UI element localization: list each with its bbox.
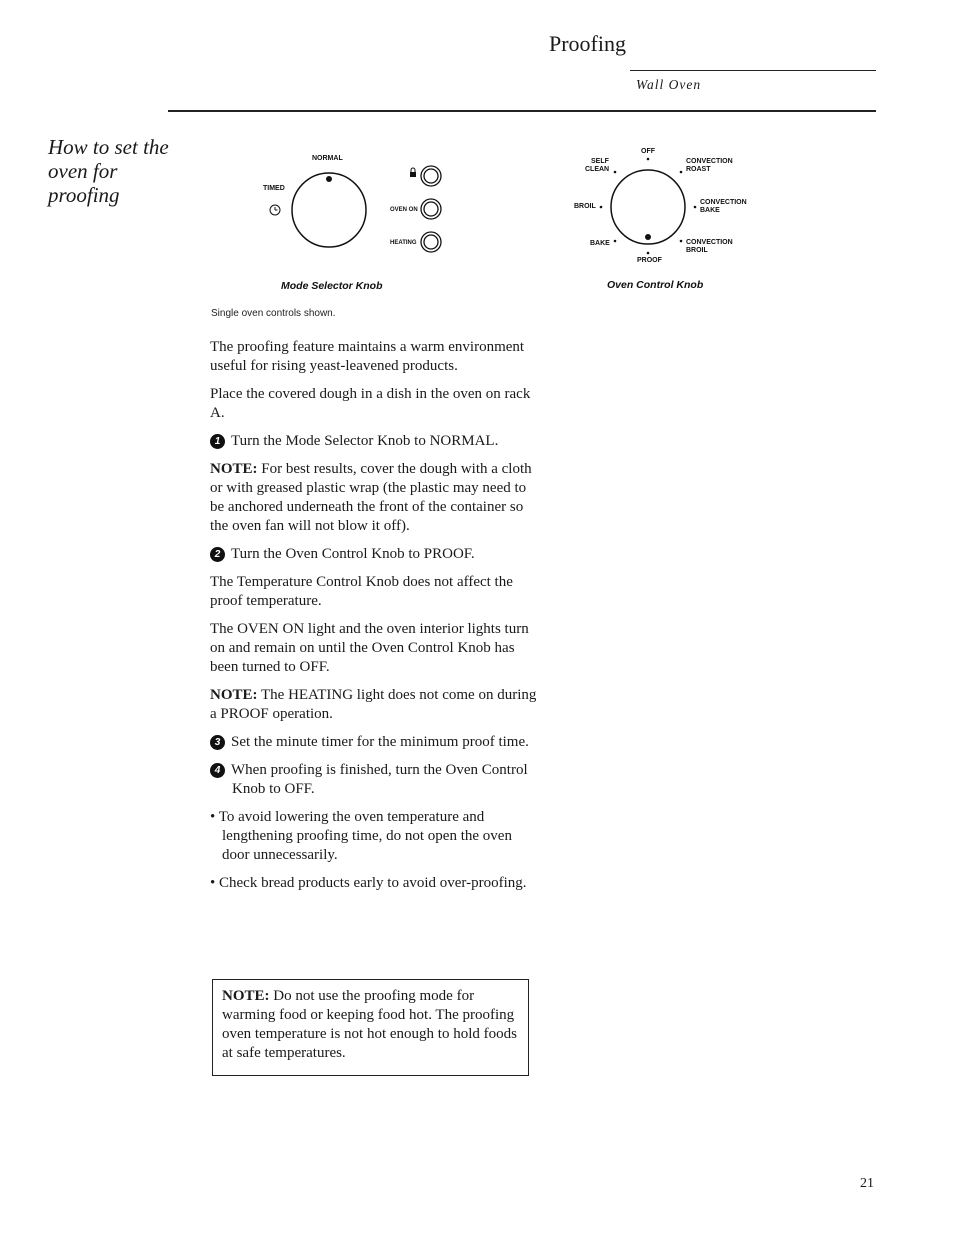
label-convection-bake-1: CONVECTION [700,199,747,206]
note-2 [210,686,540,724]
oven-control-caption: Oven Control Knob [607,279,704,291]
label-convection-broil-2: BROIL [686,247,708,254]
intro-paragraph: The proofing feature maintains a warm environment useful for rising yeast-leavened products. [210,339,525,374]
label-off: OFF [641,148,655,155]
note-box [212,979,529,1076]
step-1 [210,432,540,451]
mode-selector-caption: Mode Selector Knob [281,280,383,292]
note-2-text: The HEATING light does not come on during a PROOF operation. [210,687,537,722]
mode-selector-diagram [255,150,455,260]
label-convection-broil-1: CONVECTION [686,239,733,246]
label-timed: TIMED [263,185,285,192]
oven-control-diagram [570,145,760,270]
page-number: 21 [860,1176,874,1191]
mode-selector-knob [292,173,366,247]
label-self: SELF [591,158,609,165]
note-2-label: NOTE: [210,687,258,703]
step-number-3: 3 [210,735,225,750]
header-rule [630,70,876,71]
label-clean: CLEAN [585,166,610,173]
bullet-1: • To avoid lowering the oven temperature and lengthening proofing time, do not open the oven door unnecessarily. [210,809,512,863]
heating-light-indicator [421,232,441,252]
section-heading: How to set the oven for proofing [48,135,169,207]
step-4 [210,761,540,799]
light-paragraph: The OVEN ON light and the oven interior lights turn on and remain on until the Oven Control Knob has been turned to OFF. [210,621,529,675]
mode-selector-graphic [255,150,455,260]
label-convection-roast-2: ROAST [686,166,711,173]
step-1-text: Turn the Mode Selector Knob to NORMAL. [231,433,499,449]
label-oven-on: OVEN ON [390,207,418,213]
clock-icon [270,205,280,215]
lock-icon [410,168,416,177]
bullet-2-text: Check bread products early to avoid over-proofing. [219,875,527,891]
note-1-text: For best results, cover the dough with a cloth or with greased plastic wrap (the plastic may need to be anchored underneath the front of the container so the oven fan will not blow it off). [210,461,532,534]
label-heating: HEATING [390,240,417,246]
step-4-text: When proofing is finished, turn the Oven Control Knob to OFF. [231,762,528,797]
step-2 [210,545,540,564]
oven-on-light-indicator [421,199,441,219]
label-convection-bake-2: BAKE [700,207,720,214]
bullet-2: • Check bread products early to avoid over-proofing. [210,875,527,891]
note-1-label: NOTE: [210,461,258,477]
step-number-4: 4 [210,763,225,778]
bullet-1-text: To avoid lowering the oven temperature and lengthening proofing time, do not open the oven door unnecessarily. [218,809,512,863]
page-subtitle: Wall Oven [636,77,702,92]
note-box-label: NOTE: [222,988,270,1004]
step-number-2: 2 [210,547,225,562]
note-1 [210,460,540,536]
controls-note: Single oven controls shown. [211,308,336,319]
instructions [210,338,540,902]
lock-light-indicator [421,166,441,186]
note-box-text: Do not use the proofing mode for warming food or keeping food hot. The proofing oven temperature is not hot enough to hold foods at safe temperatures. [222,988,517,1061]
knob-indicator-dot [645,234,651,240]
place-paragraph: Place the covered dough in a dish in the oven on rack A. [210,386,531,421]
label-convection-roast-1: CONVECTION [686,158,733,165]
oven-control-knob [611,170,685,244]
page-title: Proofing [549,31,626,56]
step-2-text: Turn the Oven Control Knob to PROOF. [231,546,475,562]
step-3 [210,733,540,752]
label-broil: BROIL [574,203,596,210]
step-number-1: 1 [210,434,225,449]
label-normal: NORMAL [312,155,343,162]
step-3-text: Set the minute timer for the minimum proof time. [231,734,529,750]
temperature-paragraph: The Temperature Control Knob does not affect the proof temperature. [210,574,513,609]
section-rule [168,110,876,112]
label-proof: PROOF [637,257,662,264]
knob-indicator-dot [326,176,332,182]
label-bake: BAKE [590,240,610,247]
